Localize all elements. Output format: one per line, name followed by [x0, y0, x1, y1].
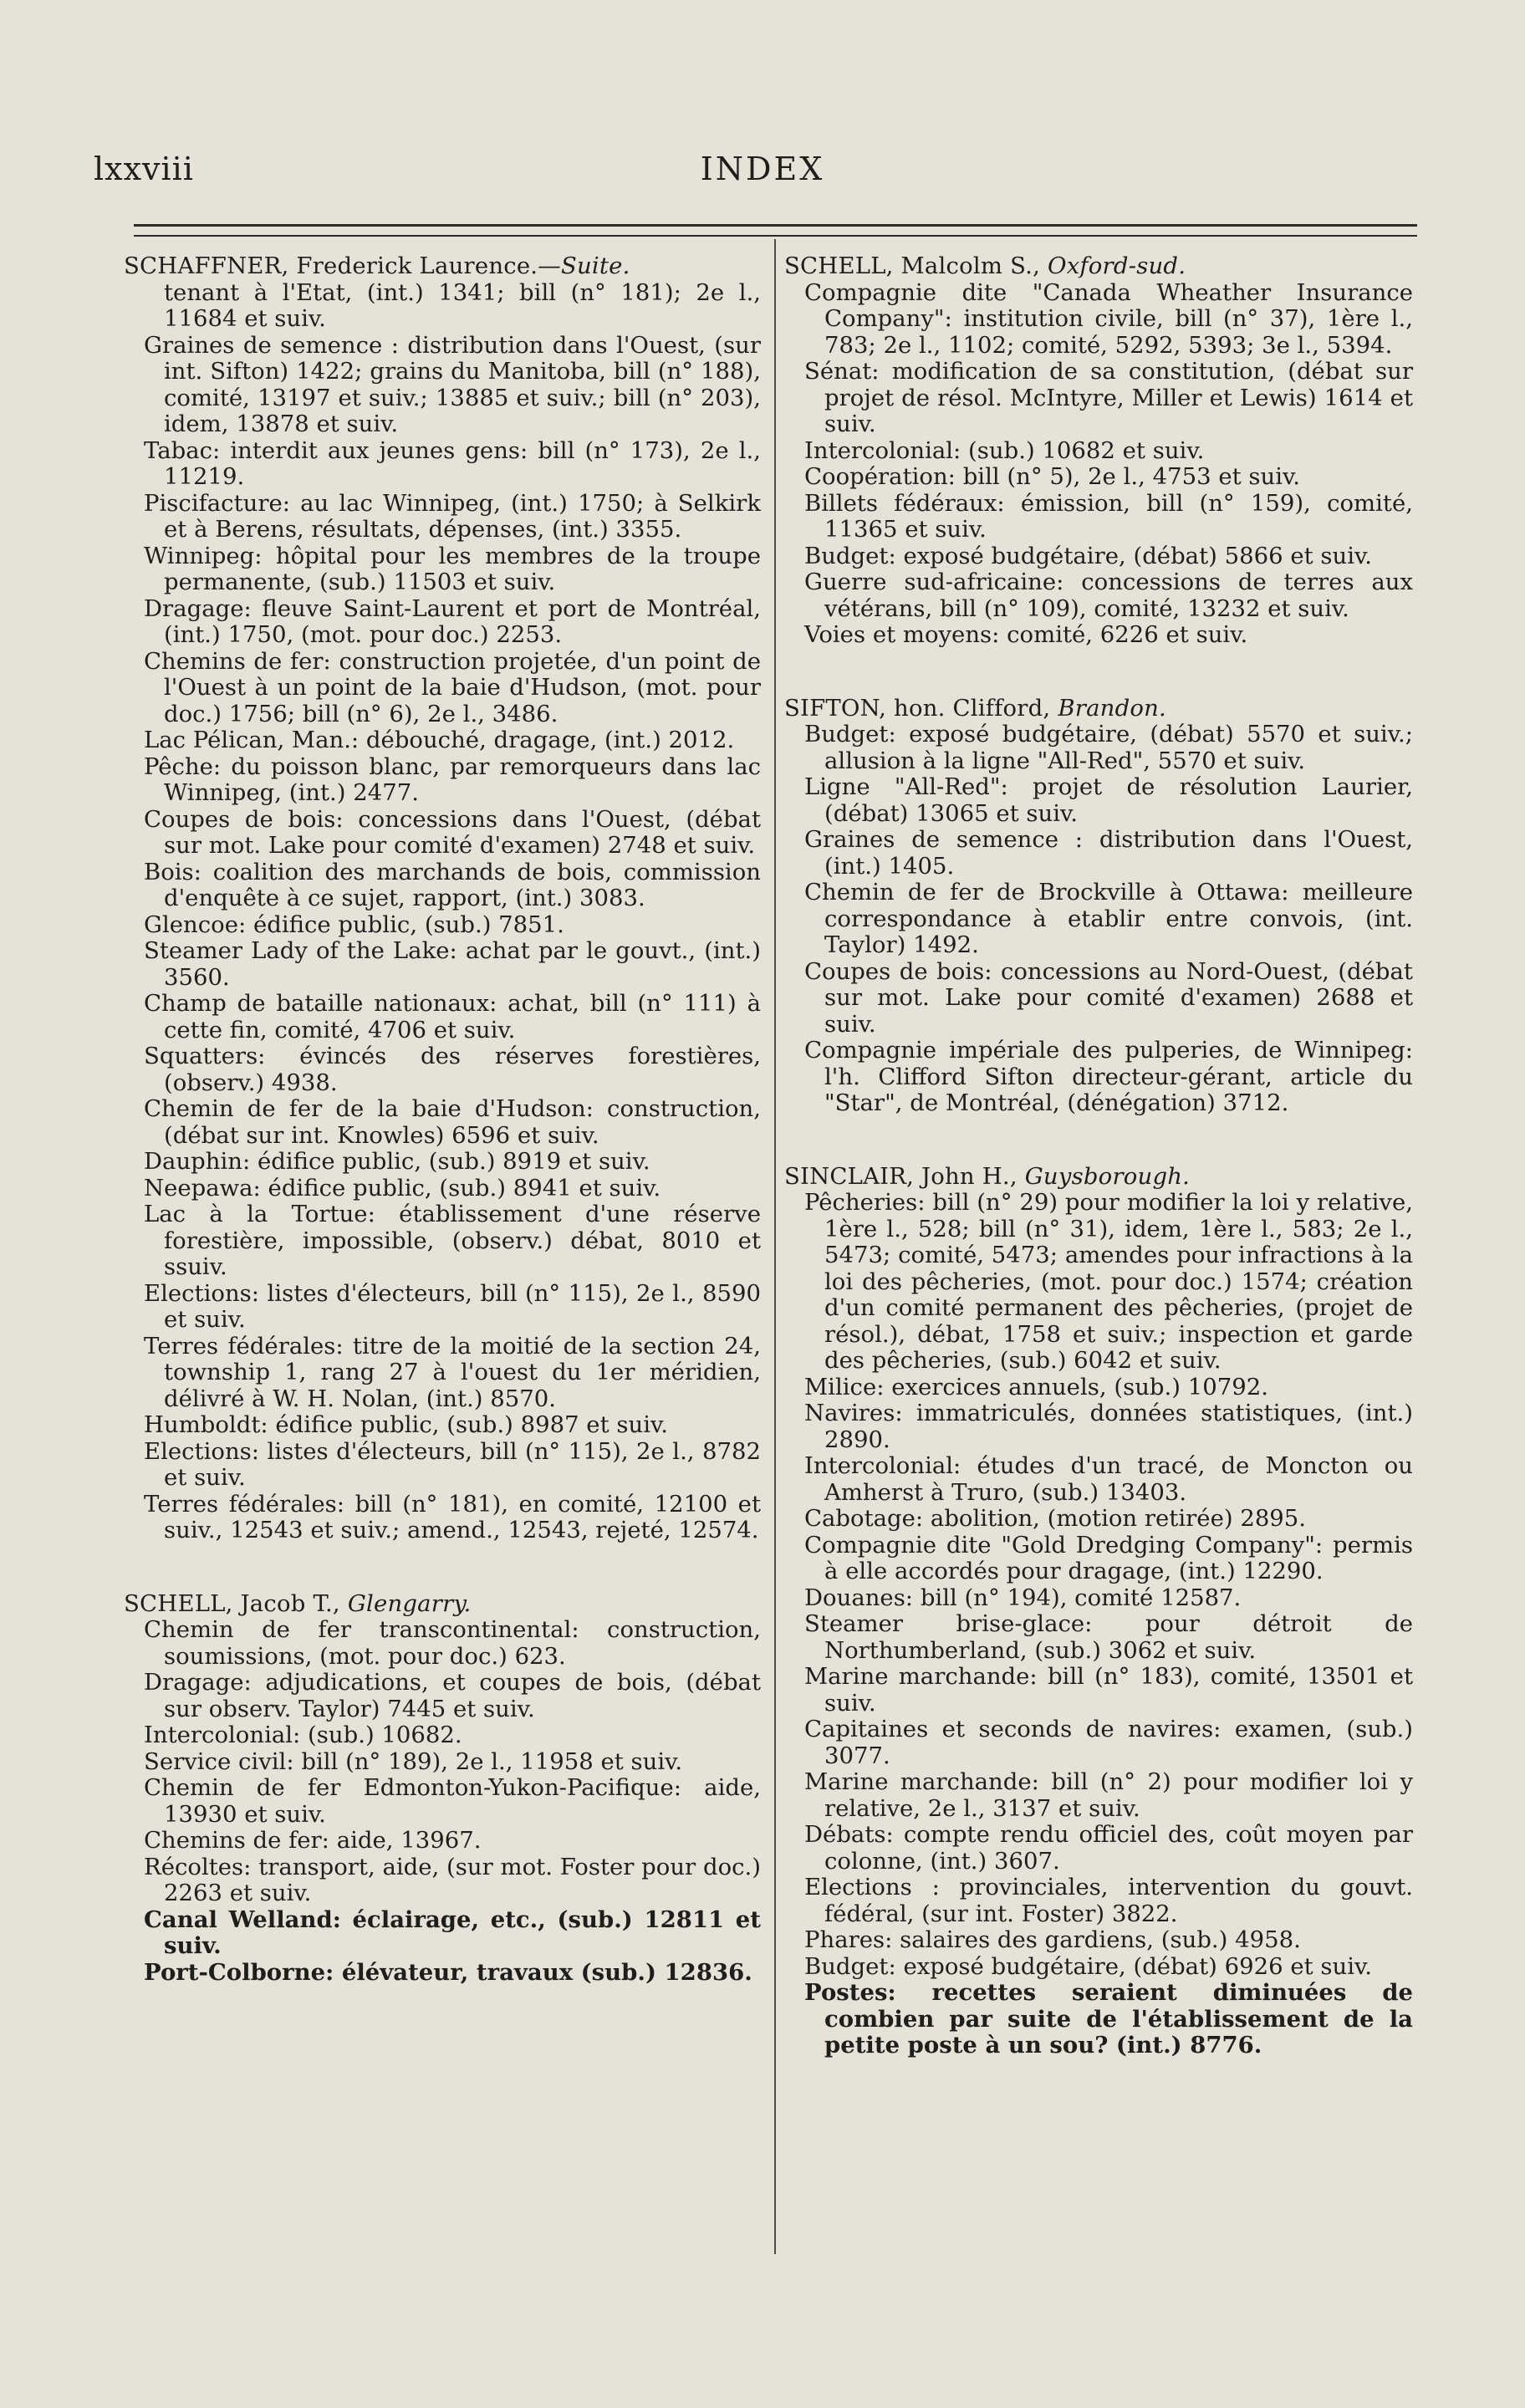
- list-item: Débats: compte rendu officiel des, coût moyen par colonne, (int.) 3607.: [804, 1821, 1413, 1875]
- column-divider: [774, 239, 776, 2254]
- page-number: lxxviii: [94, 150, 194, 187]
- list-item: Service civil: bill (n° 189), 2e l., 11958 et suiv.: [144, 1747, 683, 1775]
- list-item: Dragage: fleuve Saint-Laurent et port de Montréal, (int.) 1750, (mot. pour doc.) 2253.: [144, 594, 761, 648]
- entry-riding: Guysborough.: [1024, 1162, 1191, 1190]
- list-item: Guerre sud-africaine: concessions de terres aux vétérans, bill (n° 109), comité, 13232 et suiv.: [804, 569, 1413, 622]
- entry-items: [784, 280, 1413, 649]
- list-item: Compagnie dite "Gold Dredging Company": permis à elle accordés pour dragage, (int.) 12290.: [804, 1531, 1413, 1584]
- list-item: Chemins de fer: construction projetée, d'un point de l'Ouest à un point de la baie d'Hudson, (mot. pour doc.) 1756; bill (n° 6), 2e l., 3486.: [144, 647, 761, 727]
- list-item: Coupes de bois: concessions au Nord-Ouest, (débat sur mot. Lake pour comité d'examen) 2688 et suiv.: [804, 957, 1413, 1038]
- index-entry-schell-malcolm: [784, 253, 1413, 649]
- entry-items: [124, 280, 761, 1544]
- list-item: Budget: exposé budgétaire, (débat) 5866 et suiv.: [804, 542, 1373, 569]
- list-item: Marine marchande: bill (n° 183), comité, 13501 et suiv.: [804, 1663, 1413, 1717]
- header-rule-thick: [134, 224, 1417, 227]
- header-rule-thin: [134, 235, 1417, 237]
- list-item: Humboldt: édifice public, (sub.) 8987 et suiv.: [144, 1411, 669, 1438]
- list-item: Compagnie dite "Canada Wheather Insurance Company": institution civile, bill (n° 37), 1ère l., 783; 2e l., 1102; comité, 5292, 5393; 3e l., 5394.: [804, 278, 1413, 359]
- list-item: Elections: listes d'électeurs, bill (n° 115), 2e l., 8590 et suiv.: [144, 1279, 761, 1333]
- list-item: Tabac: interdit aux jeunes gens: bill (n° 173), 2e l., 11219.: [144, 436, 761, 490]
- list-item: Milice: exercices annuels, (sub.) 10792.: [804, 1373, 1268, 1400]
- list-item: Pêcheries: bill (n° 29) pour modifier la loi y relative, 1ère l., 528; bill (n° 31), idem, 1ère l., 583; 2e l., 5473; comité, 5473; amendes pour infractions à la loi des pêcheries, (mot. pour doc.) 1574; création d'un comité permanent des pêcheries, (projet de résol.), débat, 1758 et suiv.; inspection et garde des pêcheries, (sub.) 6042 et suiv.: [804, 1189, 1413, 1374]
- member-name: SCHELL, Jacob T.,: [124, 1589, 340, 1617]
- entry-heading: [784, 696, 1413, 722]
- entry-riding: —Suite.: [538, 253, 630, 279]
- list-item: tenant à l'Etat, (int.) 1341; bill (n° 181); 2e l., 11684 et suiv.: [164, 278, 761, 332]
- list-item: Graines de semence : distribution dans l'Ouest, (sur int. Sifton) 1422; grains du Manitoba, bill (n° 188), comité, 13197 et suiv.; 13885 et suiv.; bill (n° 203), idem, 13878 et suiv.: [144, 331, 761, 437]
- list-item: Chemins de fer: aide, 13967.: [144, 1827, 482, 1854]
- entry-items: [124, 1617, 761, 1986]
- list-item: Sénat: modification de sa constitution, (débat sur projet de résol. McIntyre, Miller et Lewis) 1614 et suiv.: [804, 358, 1413, 437]
- entry-riding: Brandon.: [1058, 694, 1166, 722]
- list-item: Dragage: adjudications, et coupes de bois, (débat sur observ. Taylor) 7445 et suiv.: [144, 1669, 761, 1722]
- list-item: Dauphin: édifice public, (sub.) 8919 et suiv.: [144, 1148, 650, 1175]
- index-entry-sinclair: [784, 1164, 1413, 2059]
- index-entry-schaffner: [124, 253, 761, 1544]
- list-item: Piscifacture: au lac Winnipeg, (int.) 1750; à Selkirk et à Berens, résultats, dépenses, (int.) 3355.: [144, 489, 761, 543]
- member-name: SIFTON, hon. Clifford,: [784, 694, 1051, 722]
- list-item: Port-Colborne: élévateur, travaux (sub.) 12836.: [144, 1958, 752, 1986]
- list-item: Pêche: du poisson blanc, par remorqueurs dans lac Winnipeg, (int.) 2477.: [144, 752, 761, 806]
- list-item: Navires: immatriculés, données statistiques, (int.) 2890.: [804, 1400, 1413, 1453]
- index-entry-schell-jacob: [124, 1591, 761, 1987]
- list-item: Lac à la Tortue: établissement d'une réserve forestière, impossible, (observ.) débat, 8010 et ssuiv.: [144, 1201, 761, 1280]
- list-item: Elections: listes d'électeurs, bill (n° 115), 2e l., 8782 et suiv.: [144, 1437, 761, 1491]
- entry-heading: [124, 253, 761, 280]
- list-item: Terres fédérales: titre de la moitié de la section 24, township 1, rang 27 à l'ouest du 1er méridien, délivré à W. H. Nolan, (int.) 8570.: [144, 1332, 761, 1412]
- list-item: Coupes de bois: concessions dans l'Ouest, (débat sur mot. Lake pour comité d'examen) 2748 et suiv.: [144, 805, 761, 859]
- list-item: Ligne "All-Red": projet de résolution Laurier, (débat) 13065 et suiv.: [804, 773, 1413, 827]
- list-item: Canal Welland: éclairage, etc., (sub.) 12811 et suiv.: [144, 1905, 761, 1959]
- index-entry-sifton: [784, 696, 1413, 1117]
- list-item: Neepawa: édifice public, (sub.) 8941 et suiv.: [144, 1174, 661, 1201]
- member-name: SINCLAIR, John H.,: [784, 1162, 1018, 1190]
- right-column: [784, 253, 1413, 2106]
- list-item: Marine marchande: bill (n° 2) pour modifier loi y relative, 2e l., 3137 et suiv.: [804, 1768, 1413, 1822]
- entry-heading: [784, 1164, 1413, 1191]
- list-item: Capitaines et seconds de navires: examen, (sub.) 3077.: [804, 1716, 1413, 1769]
- list-item: Budget: exposé budgétaire, (débat) 6926 et suiv.: [804, 1952, 1373, 1980]
- list-item: Budget: exposé budgétaire, (débat) 5570 et suiv.; allusion à la ligne "All-Red", 5570 et suiv.: [804, 721, 1413, 774]
- entry-heading: [784, 253, 1413, 280]
- list-item: Terres fédérales: bill (n° 181), en comité, 12100 et suiv., 12543 et suiv.; amend., 12543, rejeté, 12574.: [144, 1490, 761, 1543]
- member-name: SCHELL, Malcolm S.,: [784, 253, 1041, 279]
- entry-items: [784, 722, 1413, 1117]
- left-column: [124, 253, 761, 2033]
- list-item: Coopération: bill (n° 5), 2e l., 4753 et suiv.: [804, 463, 1301, 490]
- entry-riding: Oxford-sud.: [1047, 253, 1186, 279]
- list-item: Winnipeg: hôpital pour les membres de la troupe permanente, (sub.) 11503 et suiv.: [144, 542, 761, 595]
- list-item: Steamer Lady of the Lake: achat par le gouvt., (int.) 3560.: [144, 937, 761, 991]
- list-item: Postes: recettes seraient diminuées de combien par suite de l'établissement de la petite poste à un sou? (int.) 8776.: [804, 1979, 1413, 2059]
- list-item: Intercolonial: études d'un tracé, de Moncton ou Amherst à Truro, (sub.) 13403.: [804, 1452, 1413, 1506]
- list-item: Chemin de fer Edmonton-Yukon-Pacifique: aide, 13930 et suiv.: [144, 1774, 761, 1828]
- list-item: Voies et moyens: comité, 6226 et suiv.: [804, 621, 1248, 648]
- list-item: Steamer brise-glace: pour détroit de Northumberland, (sub.) 3062 et suiv.: [804, 1610, 1413, 1664]
- list-item: Graines de semence : distribution dans l'Ouest, (int.) 1405.: [804, 826, 1413, 880]
- entry-heading: [124, 1591, 761, 1618]
- list-item: Douanes: bill (n° 194), comité 12587.: [804, 1584, 1242, 1611]
- list-item: Chemin de fer transcontinental: construction, soumissions, (mot. pour doc.) 623.: [144, 1616, 761, 1670]
- list-item: Elections : provinciales, intervention du gouvt. fédéral, (sur int. Foster) 3822.: [804, 1874, 1413, 1927]
- list-item: Squatters: évincés des réserves forestières, (observ.) 4938.: [144, 1043, 761, 1096]
- entry-riding: Glengarry.: [347, 1589, 472, 1617]
- list-item: Intercolonial: (sub.) 10682 et suiv.: [804, 436, 1205, 464]
- list-item: Compagnie impériale des pulperies, de Winnipeg: l'h. Clifford Sifton directeur-gérant, article du "Star", de Montréal, (dénégation) 3712.: [804, 1037, 1413, 1116]
- page-header: [0, 150, 1525, 201]
- list-item: Chemin de fer de Brockville à Ottawa: meilleure correspondance à etablir entre convois, (int. Taylor) 1492.: [804, 879, 1413, 958]
- list-item: Récoltes: transport, aide, (sur mot. Foster pour doc.) 2263 et suiv.: [144, 1853, 761, 1906]
- list-item: Phares: salaires des gardiens, (sub.) 4958.: [804, 1926, 1301, 1953]
- list-item: Chemin de fer de la baie d'Hudson: construction, (débat sur int. Knowles) 6596 et suiv.: [144, 1095, 761, 1149]
- list-item: Intercolonial: (sub.) 10682.: [144, 1722, 462, 1748]
- list-item: Cabotage: abolition, (motion retirée) 2895.: [804, 1505, 1307, 1532]
- list-item: Glencoe: édifice public, (sub.) 7851.: [144, 911, 564, 938]
- list-item: Champ de bataille nationaux: achat, bill (n° 111) à cette fin, comité, 4706 et suiv.: [144, 990, 761, 1043]
- member-name: SCHAFFNER, Frederick Laurence.: [124, 253, 538, 279]
- list-item: Lac Pélican, Man.: débouché, dragage, (int.) 2012.: [144, 727, 735, 753]
- list-item: Bois: coalition des marchands de bois, commission d'enquête à ce sujet, rapport, (int.) 3083.: [144, 858, 761, 911]
- running-title: INDEX: [700, 150, 825, 187]
- entry-items: [784, 1190, 1413, 2059]
- list-item: Billets fédéraux: émission, bill (n° 159), comité, 11365 et suiv.: [804, 489, 1413, 543]
